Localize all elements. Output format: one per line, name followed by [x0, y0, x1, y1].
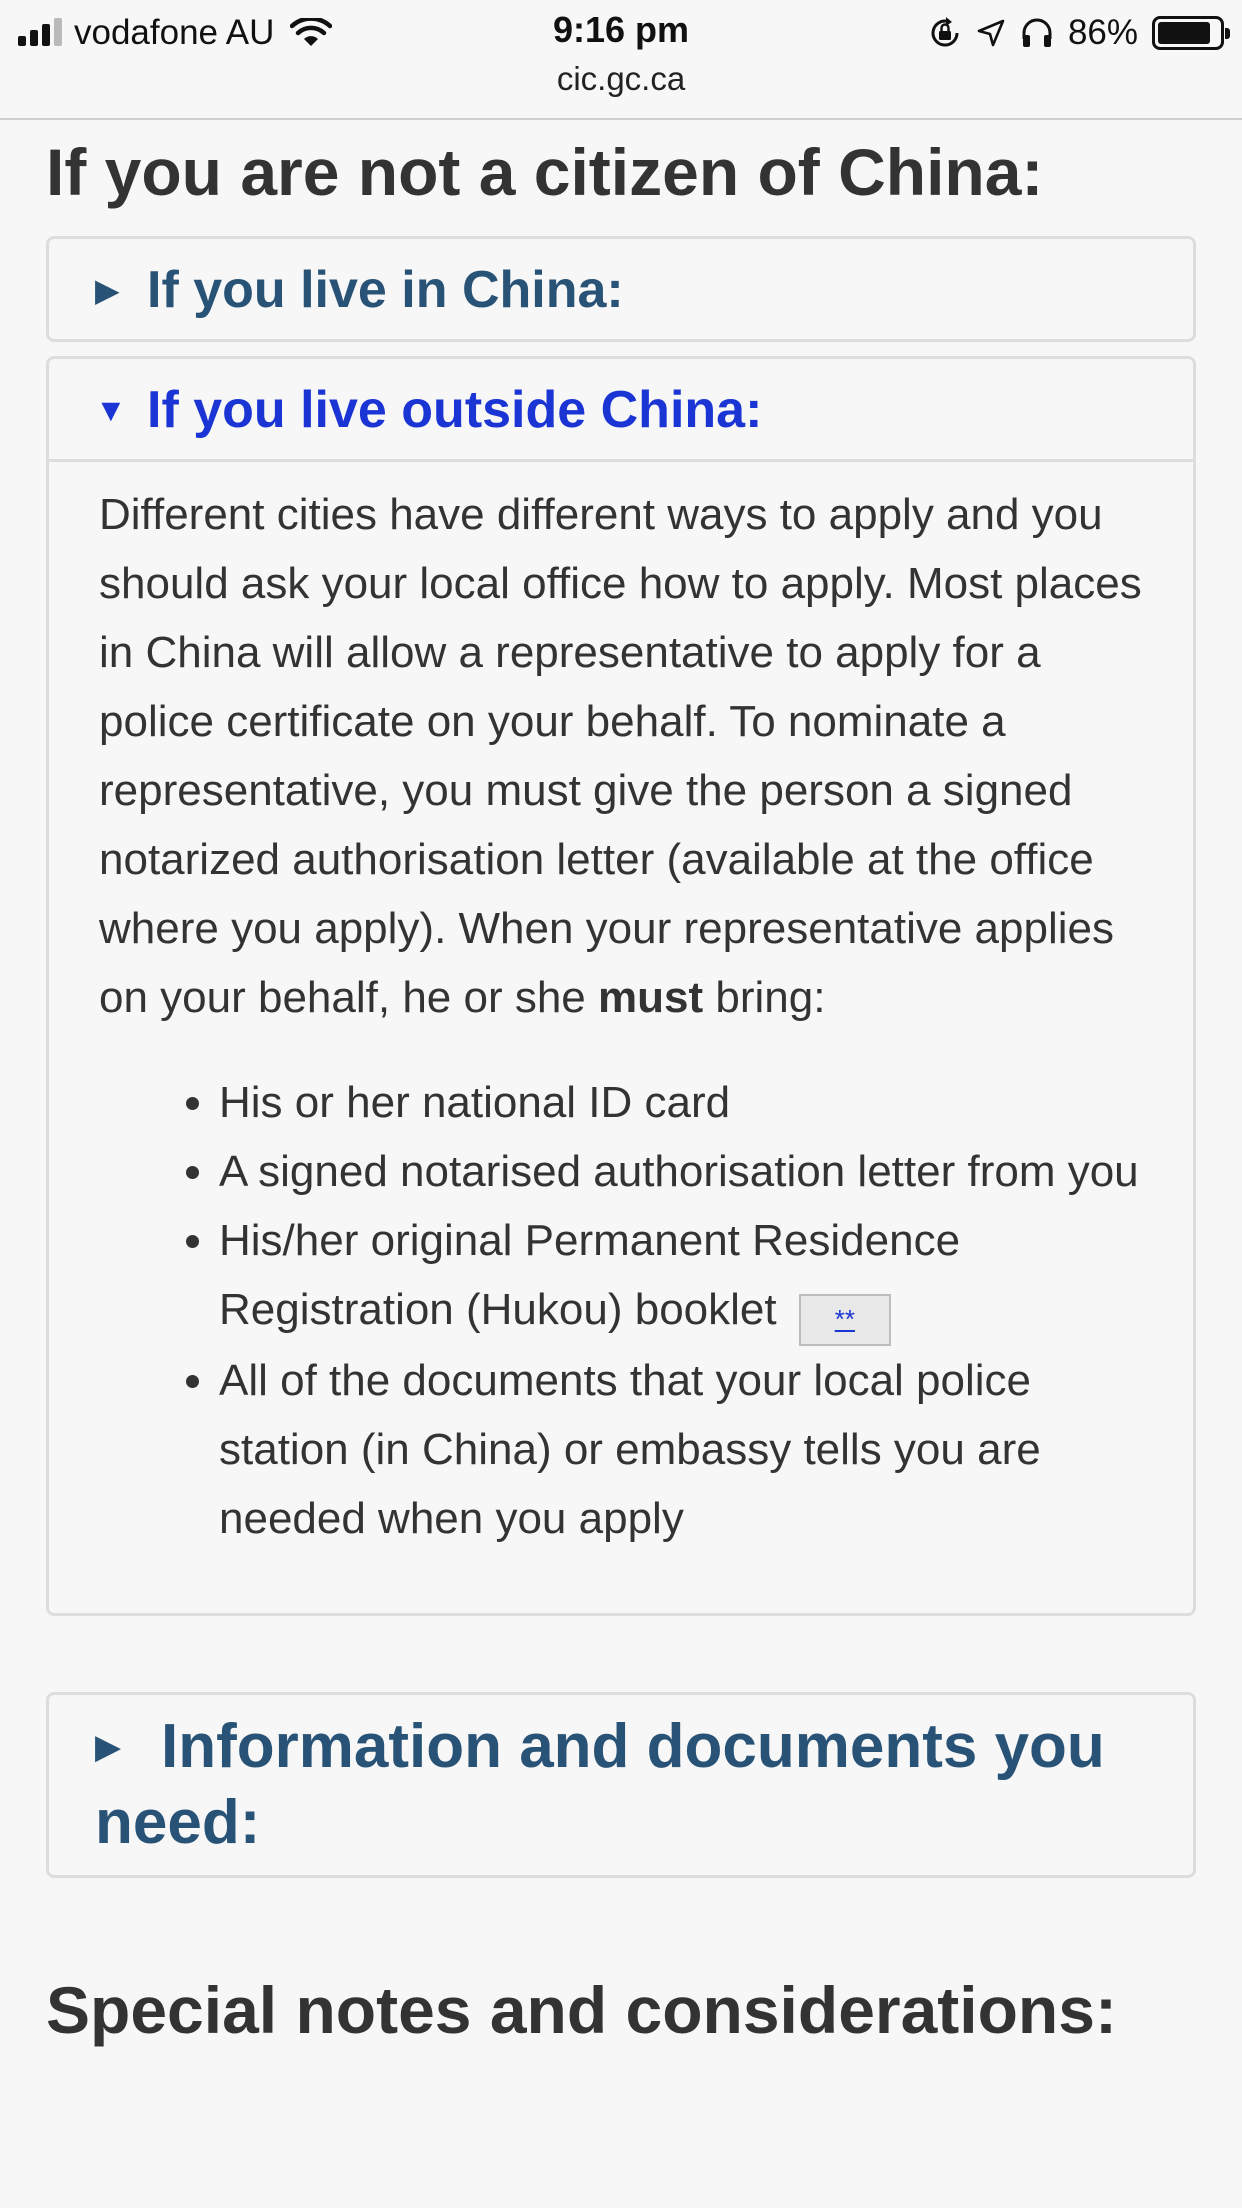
- status-bar: [0, 0, 1242, 120]
- battery-percentage: 86%: [1067, 13, 1138, 52]
- carrier-name: vodafone AU: [74, 13, 275, 52]
- address-bar-url[interactable]: cic.gc.ca: [556, 60, 686, 97]
- page-content: [46, 120, 1196, 2056]
- heading-not-citizen: If you are not a citizen of China:: [46, 135, 1044, 209]
- list-item: • All of the documents that your local police station (in China) or embassy tells you are needed when you apply: [219, 1346, 1143, 1553]
- status-bar-right: [928, 12, 1224, 54]
- heading-special-notes: Special notes and considerations:: [46, 1973, 1117, 2047]
- intro-emphasis: must: [598, 973, 704, 1022]
- list-item: • A signed notarised authorisation letter from you: [219, 1137, 1143, 1206]
- panel-summary-information-documents[interactable]: [49, 1695, 1193, 1875]
- requirements-list: [99, 1068, 1143, 1553]
- caret-right-icon: ▶: [95, 272, 120, 308]
- location-arrow-icon: [976, 18, 1006, 48]
- caret-down-icon: ▼: [95, 392, 127, 428]
- panel-summary-label: If you live in China:: [147, 261, 624, 319]
- orientation-lock-icon: [928, 16, 962, 50]
- panel-summary-live-in-china[interactable]: [49, 239, 1193, 339]
- panel-body: [49, 462, 1193, 1613]
- panel-summary-label: If you live outside China:: [147, 381, 763, 439]
- headphones-icon: [1020, 17, 1054, 49]
- footnote-button[interactable]: **: [799, 1294, 891, 1346]
- panel-live-outside-china: [46, 356, 1196, 1616]
- list-item: [219, 1206, 1143, 1346]
- panel-summary-label: Information and documents you need:: [95, 1712, 1105, 1857]
- list-item: • His or her national ID card: [219, 1068, 1143, 1137]
- status-time: 9:16 pm: [552, 9, 690, 50]
- panel-intro-paragraph: [99, 480, 1143, 1032]
- list-item-text: His/her original Permanent Residence Registration (Hukou) booklet: [219, 1216, 961, 1334]
- intro-text-end: bring:: [703, 973, 826, 1022]
- battery-level-fill: [1158, 22, 1210, 44]
- panel-summary-live-outside-china[interactable]: [49, 359, 1193, 462]
- panel-live-in-china[interactable]: [46, 236, 1196, 342]
- battery-icon: [1152, 16, 1224, 50]
- caret-right-icon: ▶: [95, 1728, 122, 1766]
- panel-information-documents[interactable]: [46, 1692, 1196, 1878]
- intro-text: Different cities have different ways to apply and you should ask your local office how to apply. Most places in China will allow a representative to apply for a police certificate on your behalf. To nominate a representative, you must give the person a signed notarized authorisation letter (available at the office where you apply). When your representative applies on your behalf, he or she: [99, 490, 1142, 1022]
